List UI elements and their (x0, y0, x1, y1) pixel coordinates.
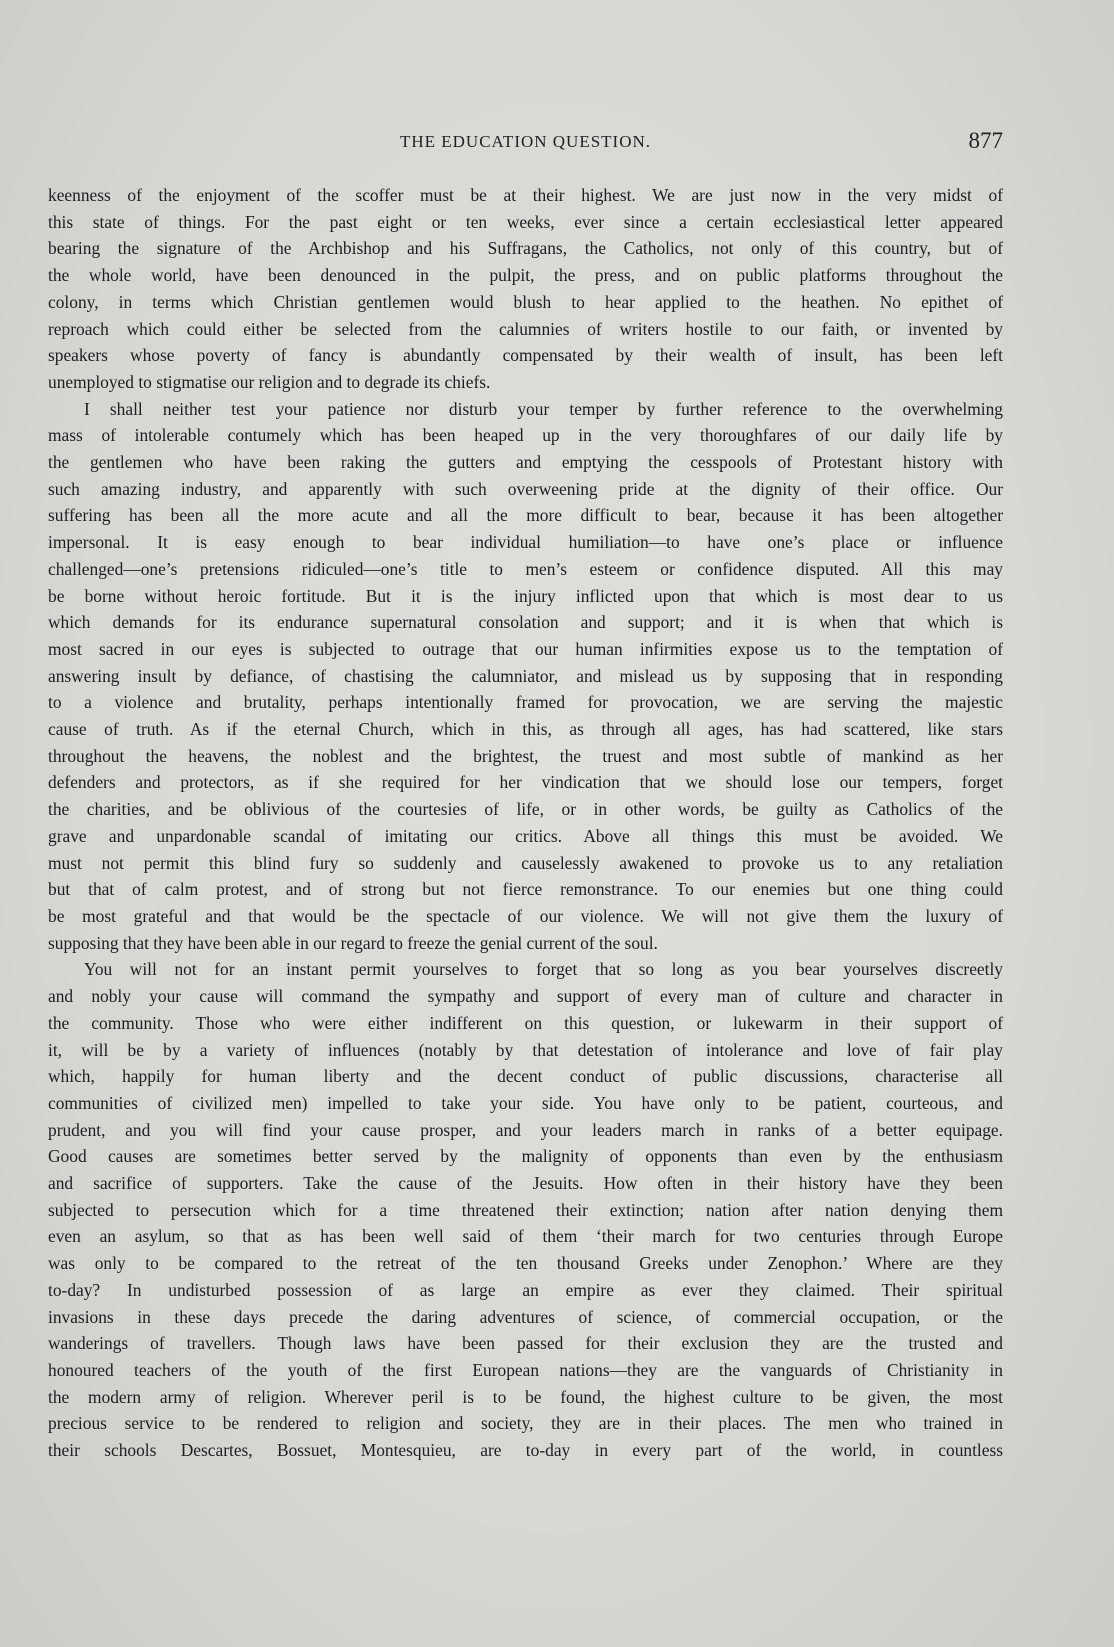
text-line: honoured teachers of the youth of the first European nations—they are the vanguards of Christianity in (48, 1359, 1003, 1380)
text-line: communities of civilized men) impelled to take your side. You have only to be patient, courteous, and (48, 1092, 1003, 1113)
text-line: subjected to persecution which for a time threatened their extinction; nation after nation denying them (48, 1199, 1003, 1220)
text-line: keenness of the enjoyment of the scoffer must be at their highest. We are just now in the very midst of (48, 185, 1003, 205)
text-line: must not permit this blind fury so suddenly and causelessly awakened to provoke us to any retaliation (48, 852, 1003, 873)
text-line: throughout the heavens, the noblest and the brightest, the truest and most subtle of mankind as her (48, 745, 1003, 766)
text-line: and sacrifice of supporters. Take the cause of the Jesuits. How often in their history have they been (48, 1173, 1003, 1194)
text-line: be borne without heroic fortitude. But it is the injury inflicted upon that which is most dear to us (48, 585, 1003, 606)
text-line: it, will be by a variety of influences (notably by that detestation of intolerance and love of fair play (48, 1039, 1003, 1060)
text-line: which demands for its endurance supernatural consolation and support; and it is when that which is (48, 612, 1003, 633)
text-line: the charities, and be oblivious of the courtesies of life, or in other words, be guilty as Catholics of the (48, 799, 1003, 820)
running-title: THE EDUCATION QUESTION. (399, 132, 652, 151)
text-line: unemployed to stigmatise our religion and to degrade its chiefs. (48, 371, 491, 392)
body-text (48, 182, 1003, 1464)
text-line: invasions in these days precede the daring adventures of science, of commercial occupation, or the (48, 1306, 1003, 1327)
text-line: answering insult by defiance, of chastising the calumniator, and mislead us by supposing that in responding (48, 665, 1003, 686)
paragraph-2 (48, 396, 1003, 957)
text-line: their schools Descartes, Bossuet, Montesquieu, are to-day in every part of the world, in countless (48, 1440, 1003, 1461)
text-line: even an asylum, so that as has been well said of them ‘their march for two centuries through Europe (48, 1226, 1003, 1247)
page-number: 877 (968, 128, 1003, 153)
text-line: this state of things. For the past eight or ten weeks, ever since a certain ecclesiastical letter appeared (48, 211, 1003, 232)
running-head (48, 128, 1003, 158)
text-line: You will not for an instant permit yourselves to forget that so long as you bear yourselves discreetly (84, 959, 1003, 980)
text-line: cause of truth. As if the eternal Church, which in this, as through all ages, has had scattered, like stars (48, 719, 1003, 740)
text-line: mass of intolerable contumely which has been heaped up in the very thoroughfares of our daily life by (48, 425, 1003, 446)
text-line: most sacred in our eyes is subjected to outrage that our human infirmities expose us to the temptation of (48, 638, 1003, 659)
text-line: Good causes are sometimes better served by the malignity of opponents than even by the enthusiasm (48, 1146, 1003, 1167)
text-line: challenged—one’s pretensions ridiculed—one’s title to men’s esteem or confidence disputed. All this may (48, 558, 1003, 579)
text-line: wanderings of travellers. Though laws have been passed for their exclusion they are the trusted and (48, 1333, 1003, 1354)
text-line: bearing the signature of the Archbishop and his Suffragans, the Catholics, not only of this country, but of (48, 238, 1003, 259)
text-line: but that of calm protest, and of strong but not fierce remonstrance. To our enemies but one thing could (48, 879, 1003, 900)
text-line: speakers whose poverty of fancy is abundantly compensated by their wealth of insult, has been left (48, 345, 1003, 366)
text-line: suffering has been all the more acute and all the more difficult to bear, because it has been altogether (48, 505, 1003, 526)
text-line: supposing that they have been able in our regard to freeze the genial current of the soul. (48, 932, 658, 953)
text-line: I shall neither test your patience nor disturb your temper by further reference to the overwhelming (84, 398, 1003, 419)
text-line: precious service to be rendered to religion and society, they are in their places. The men who trained in (48, 1413, 1003, 1434)
text-line: and nobly your cause will command the sympathy and support of every man of culture and character in (48, 986, 1003, 1007)
text-line: colony, in terms which Christian gentlemen would blush to hear applied to the heathen. No epithet of (48, 291, 1003, 312)
text-line: was only to be compared to the retreat of the ten thousand Greeks under Zenophon.’ Where are they (48, 1253, 1003, 1274)
text-line: the community. Those who were either indifferent on this question, or lukewarm in their support of (48, 1012, 1003, 1033)
text-line: defenders and protectors, as if she required for her vindication that we should lose our tempers, forget (48, 772, 1003, 793)
text-line: the modern army of religion. Wherever peril is to be found, the highest culture to be given, the most (48, 1386, 1003, 1407)
text-line: which, happily for human liberty and the decent conduct of public discussions, characterise all (48, 1066, 1003, 1087)
text-line: impersonal. It is easy enough to bear individual humiliation—to have one’s place or influence (48, 532, 1003, 553)
text-line: be most grateful and that would be the spectacle of our violence. We will not give them the luxury of (48, 905, 1003, 926)
paragraph-3 (48, 956, 1003, 1463)
text-line: reproach which could either be selected from the calumnies of writers hostile to our faith, or invented by (48, 318, 1003, 339)
paragraph-1 (48, 182, 1003, 396)
text-line: the whole world, have been denounced in the pulpit, the press, and on public platforms throughout the (48, 265, 1003, 286)
text-line: to-day? In undisturbed possession of as large an empire as ever they claimed. Their spiritual (48, 1279, 1003, 1300)
text-line: grave and unpardonable scandal of imitating our critics. Above all things this must be avoided. We (48, 825, 1003, 846)
text-line: to a violence and brutality, perhaps intentionally framed for provocation, we are serving the majestic (48, 692, 1003, 713)
text-line: the gentlemen who have been raking the gutters and emptying the cesspools of Protestant history with (48, 452, 1003, 473)
text-line: such amazing industry, and apparently with such overweening pride at the dignity of their office. Our (48, 478, 1003, 499)
text-line: prudent, and you will find your cause prosper, and your leaders march in ranks of a better equipage. (48, 1119, 1003, 1140)
